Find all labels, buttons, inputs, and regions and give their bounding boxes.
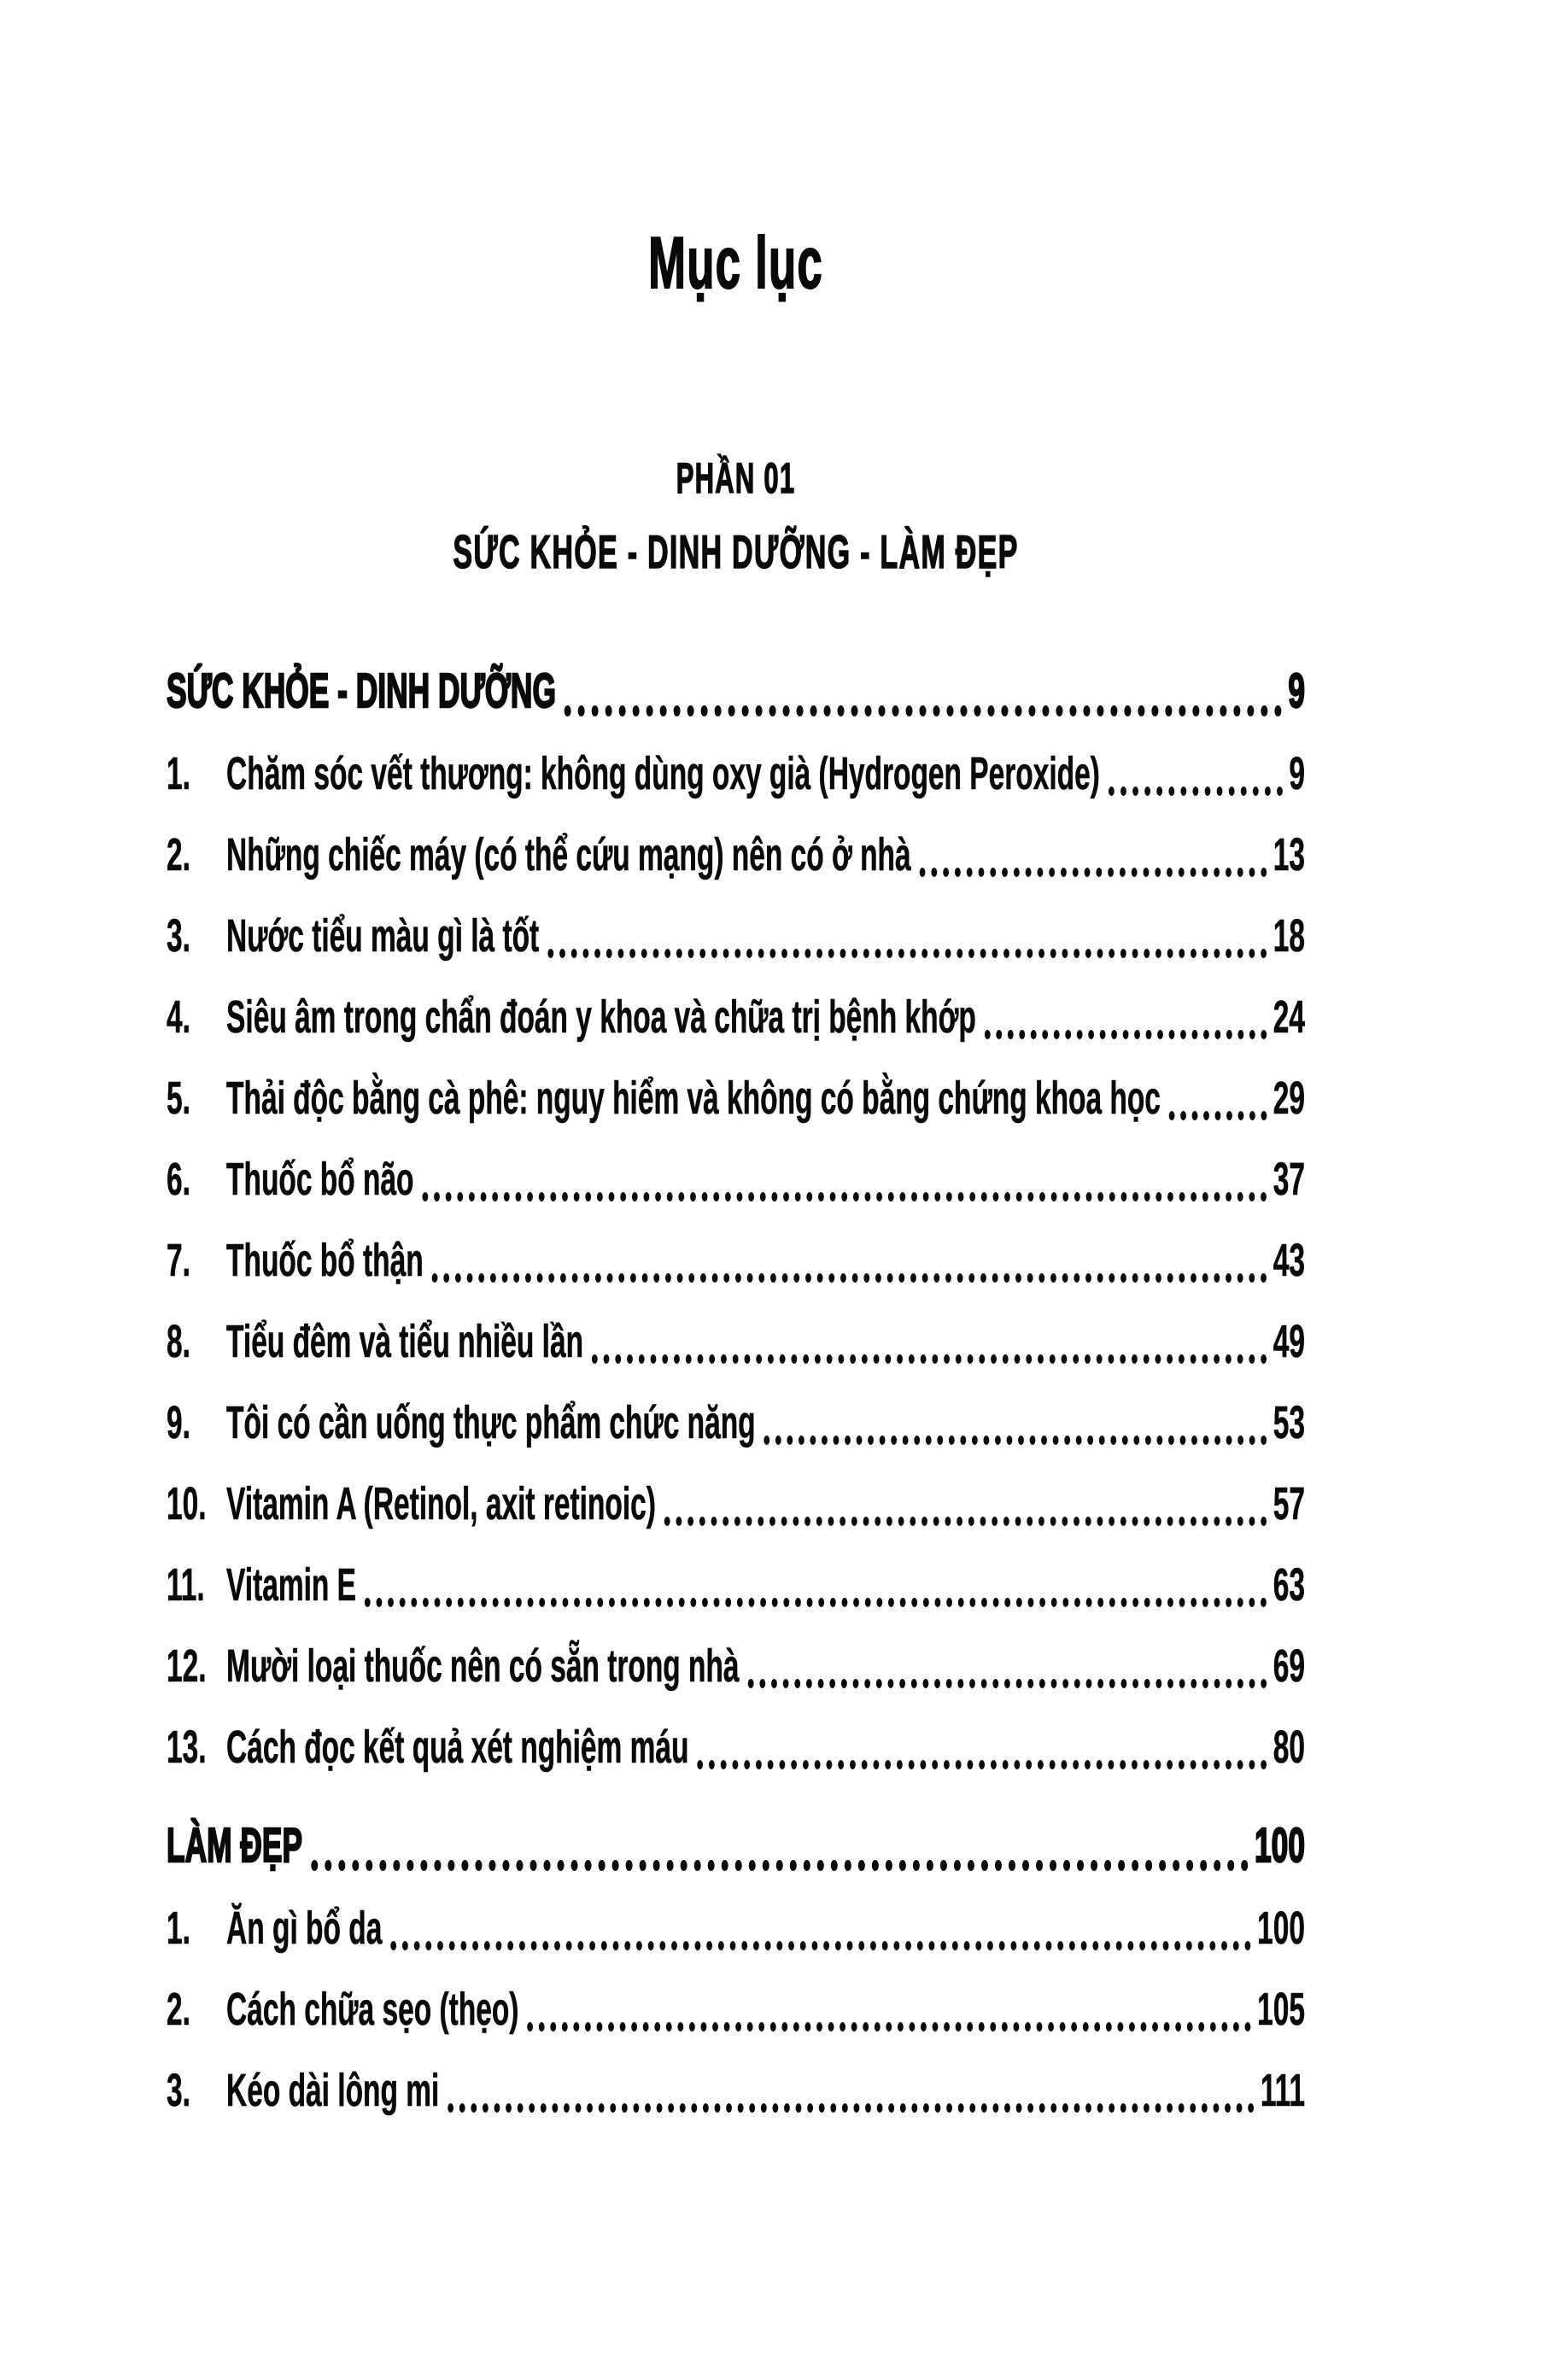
section-heading-label: LÀM ĐẸP	[167, 1817, 303, 1873]
dotted-leader	[422, 1192, 1267, 1202]
dotted-leader	[311, 1860, 1249, 1871]
toc-item-title: Những chiếc máy (có thể cứu mạng) nên có ở nhà	[226, 829, 911, 881]
part-label: PHẦN 01	[676, 454, 796, 502]
toc-item-page-number: 37	[1273, 1154, 1305, 1206]
dotted-leader	[547, 949, 1267, 958]
toc-item-title: Kéo dài lông mi	[226, 2065, 440, 2117]
toc-item-number: 5.	[167, 1073, 190, 1125]
toc-item-page-number: 13	[1273, 829, 1305, 881]
toc-item-page-number: 105	[1257, 1984, 1305, 2036]
toc-item-page-number: 57	[1273, 1478, 1305, 1530]
toc-item	[167, 891, 1305, 972]
toc-item-title: Nước tiểu màu gì là tốt	[226, 910, 540, 962]
toc-item-page-number: 18	[1273, 910, 1305, 962]
toc-item	[167, 810, 1305, 891]
toc-section-heading	[167, 647, 1305, 728]
toc-item-title: Tiểu đêm và tiểu nhiều lần	[226, 1316, 584, 1368]
toc-item	[167, 1540, 1305, 1621]
toc-item-number: 1.	[167, 748, 190, 800]
toc-item-title: Mười loại thuốc nên có sẵn trong nhà	[226, 1640, 740, 1693]
dotted-leader	[747, 1679, 1267, 1688]
toc-item-title: Thuốc bổ thận	[226, 1235, 424, 1287]
toc-item	[167, 2045, 1305, 2126]
section-page-number: 100	[1255, 1817, 1305, 1873]
part-subtitle: SỨC KHỎE - DINH DƯỠNG - LÀM ĐẸP	[453, 525, 1019, 578]
toc-item	[167, 1215, 1305, 1296]
toc-item	[167, 1459, 1305, 1540]
toc-item	[167, 1883, 1305, 1964]
toc-item-title: Ăn gì bổ da	[226, 1903, 383, 1955]
toc-item-title: Vitamin E	[226, 1559, 357, 1611]
toc-item-title: Thuốc bổ não	[226, 1154, 414, 1206]
toc-item-page-number: 80	[1273, 1722, 1305, 1774]
section-heading-label: SỨC KHỎE - DINH DƯỠNG	[167, 663, 556, 718]
dotted-leader	[1169, 1111, 1267, 1120]
toc-item-number: 10.	[167, 1478, 207, 1530]
toc-item	[167, 1702, 1305, 1783]
dotted-leader	[448, 2103, 1254, 2113]
toc-item-number: 6.	[167, 1154, 190, 1206]
toc-item-page-number: 24	[1273, 991, 1305, 1044]
toc-item-page-number: 29	[1273, 1073, 1305, 1125]
dotted-leader	[527, 2022, 1250, 2032]
toc-item	[167, 1621, 1305, 1702]
toc-item-title: Vitamin A (Retinol, axit retinoic)	[226, 1478, 656, 1530]
toc-item-title: Siêu âm trong chẩn đoán y khoa và chữa trị bệnh khớp	[226, 991, 976, 1044]
toc-page	[167, 0, 1305, 2126]
toc-item-page-number: 100	[1257, 1903, 1305, 1955]
section-page-number: 9	[1288, 663, 1305, 718]
toc-section-heading	[167, 1802, 1305, 1883]
toc-item-title: Chăm sóc vết thương: không dùng oxy già (Hydrogen Peroxide)	[226, 748, 1100, 800]
toc-item-title: Cách đọc kết quả xét nghiệm máu	[226, 1722, 689, 1774]
toc-item	[167, 1053, 1305, 1134]
toc-item-page-number: 111	[1260, 2065, 1305, 2117]
toc-item-number: 1.	[167, 1903, 190, 1955]
dotted-leader	[920, 868, 1267, 877]
toc-item-number: 4.	[167, 991, 190, 1044]
page-title: Mục lục	[648, 223, 823, 304]
toc-item	[167, 1134, 1305, 1215]
toc-item-number: 8.	[167, 1316, 190, 1368]
toc-item-page-number: 49	[1273, 1316, 1305, 1368]
dotted-leader	[1109, 786, 1283, 796]
dotted-leader	[592, 1354, 1267, 1364]
toc-item	[167, 1964, 1305, 2045]
toc-item-number: 12.	[167, 1640, 207, 1693]
toc-item-page-number: 9	[1289, 748, 1305, 800]
dotted-leader	[365, 1598, 1267, 1607]
toc-item-page-number: 69	[1273, 1640, 1305, 1693]
toc-item	[167, 728, 1305, 810]
toc-item	[167, 1377, 1305, 1459]
toc-item-number: 2.	[167, 1984, 190, 2036]
toc-item-number: 2.	[167, 829, 190, 881]
dotted-leader	[565, 705, 1282, 716]
dotted-leader	[697, 1760, 1267, 1769]
toc-item-number: 13.	[167, 1722, 207, 1774]
toc-item-number: 11.	[167, 1559, 205, 1611]
dotted-leader	[985, 1030, 1267, 1039]
toc-item-page-number: 63	[1273, 1559, 1305, 1611]
toc-list	[167, 647, 1305, 2126]
toc-item-title: Cách chữa sẹo (thẹo)	[226, 1984, 519, 2036]
toc-item-title: Tôi có cần uống thực phẩm chức năng	[226, 1397, 756, 1449]
dotted-leader	[390, 1941, 1250, 1950]
dotted-leader	[432, 1273, 1267, 1283]
toc-item-page-number: 43	[1273, 1235, 1305, 1287]
toc-item-number: 3.	[167, 910, 190, 962]
toc-item-page-number: 53	[1273, 1397, 1305, 1449]
dotted-leader	[664, 1517, 1267, 1526]
toc-item	[167, 1296, 1305, 1377]
toc-item-title: Thải độc bằng cà phê: nguy hiểm và không có bằng chứng khoa học	[226, 1073, 1161, 1125]
toc-item	[167, 972, 1305, 1053]
dotted-leader	[764, 1436, 1267, 1445]
toc-item-number: 9.	[167, 1397, 190, 1449]
toc-item-number: 3.	[167, 2065, 190, 2117]
toc-item-number: 7.	[167, 1235, 190, 1287]
